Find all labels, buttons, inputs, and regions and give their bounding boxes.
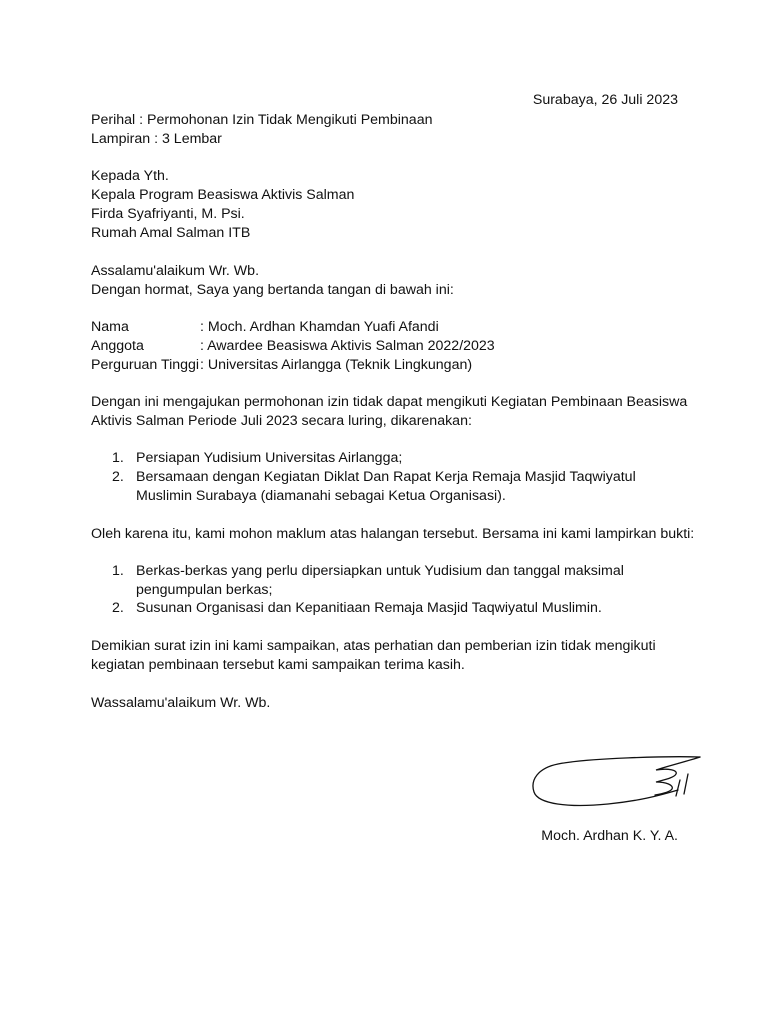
list-item: Bersamaan dengan Kegiatan Diklat Dan Rapat Kerja Remaja Masjid Taqwiyatul [136, 469, 636, 485]
signer-name: Moch. Ardhan K. Y. A. [541, 828, 678, 844]
list-item: Persiapan Yudisium Universitas Airlangga; [136, 450, 403, 466]
identity-value: : Moch. Ardhan Khamdan Yuafi Afandi [200, 319, 439, 335]
body-paragraph-line: Oleh karena itu, kami mohon maklum atas halangan tersebut. Bersama ini kami lampirkan bukti: [91, 526, 695, 542]
list-number: 1. [112, 563, 124, 579]
identity-label: Perguruan Tinggi [91, 357, 200, 373]
identity-label: Nama [91, 319, 129, 335]
recipient-line: Kepada Yth. [91, 168, 169, 184]
closing-paragraph-line: Demikian surat izin ini kami sampaikan, atas perhatian dan pemberian izin tidak mengikuti [91, 638, 656, 654]
subject-line: Perihal : Permohonan Izin Tidak Mengikuti Pembinaan [91, 112, 433, 128]
body-paragraph-line: Aktivis Salman Periode Juli 2023 secara luring, dikarenakan: [91, 413, 472, 429]
opening-line: Dengan hormat, Saya yang bertanda tangan di bawah ini: [91, 282, 454, 298]
list-number: 1. [112, 450, 124, 466]
body-paragraph-line: Dengan ini mengajukan permohonan izin tidak dapat mengikuti Kegiatan Pembinaan Beasiswa [91, 394, 688, 410]
list-item: Susunan Organisasi dan Kepanitiaan Remaja Masjid Taqwiyatul Muslimin. [136, 600, 602, 616]
recipient-line: Firda Syafriyanti, M. Psi. [91, 206, 245, 222]
recipient-line: Kepala Program Beasiswa Aktivis Salman [91, 187, 355, 203]
recipient-line: Rumah Amal Salman ITB [91, 225, 251, 241]
greeting: Assalamu'alaikum Wr. Wb. [91, 263, 260, 279]
identity-label: Anggota [91, 338, 144, 354]
list-item-continuation: pengumpulan berkas; [136, 582, 273, 598]
closing-greeting: Wassalamu'alaikum Wr. Wb. [91, 695, 271, 711]
identity-value: : Universitas Airlangga (Teknik Lingkungan) [200, 357, 473, 373]
identity-value: : Awardee Beasiswa Aktivis Salman 2022/2023 [200, 338, 495, 354]
place-date: Surabaya, 26 Juli 2023 [532, 92, 678, 108]
attachment-count-line: Lampiran : 3 Lembar [91, 131, 222, 147]
list-number: 2. [112, 600, 124, 616]
list-item: Berkas-berkas yang perlu dipersiapkan untuk Yudisium dan tanggal maksimal [136, 563, 624, 579]
list-number: 2. [112, 469, 124, 485]
closing-paragraph-line: kegiatan pembinaan tersebut kami sampaikan terima kasih. [91, 657, 465, 673]
handwritten-signature [528, 752, 708, 816]
list-item-continuation: Muslimin Surabaya (diamanahi sebagai Ketua Organisasi). [136, 488, 506, 504]
